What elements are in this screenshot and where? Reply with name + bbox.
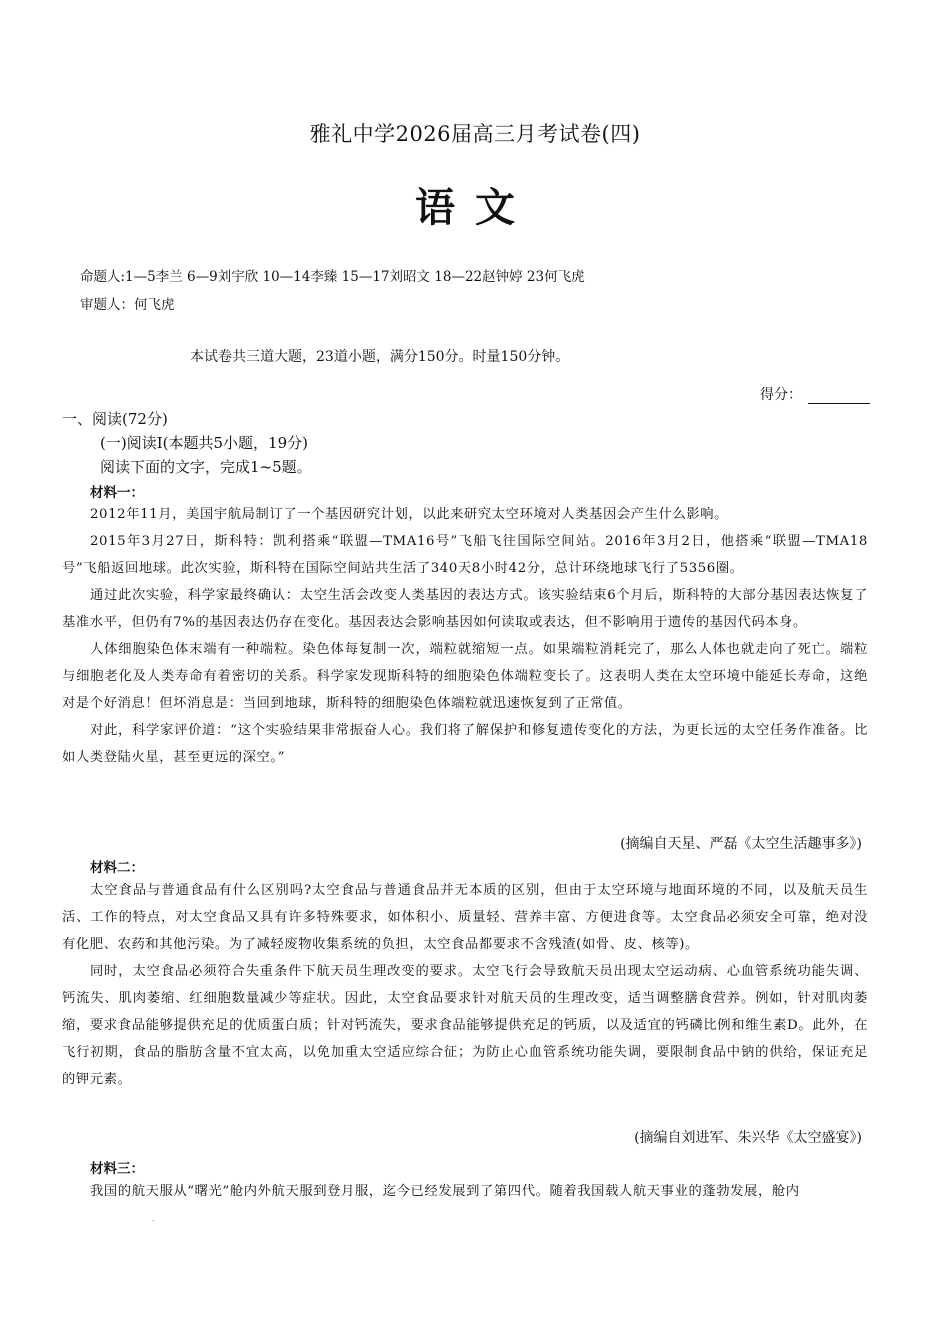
scan-dot: . — [152, 1214, 155, 1223]
material-3-label: 材料三： — [90, 1161, 144, 1177]
reviewer-line: 审题人：何飞虎 — [80, 297, 175, 313]
material-1-body — [62, 501, 868, 771]
paragraph: 我国的航天服从“曙光”舱内外航天服到登月服，迄今已经发展到了第四代。随着我国载人航天事业的蓬勃发展，舱内 — [90, 1184, 800, 1199]
material-1-label: 材料一： — [90, 485, 144, 501]
paragraph: 太空食品与普通食品有什么区别吗?太空食品与普通食品并无本质的区别，但由于太空环境与地面环境的不同，以及航天员生活、工作的特点，对太空食品又具有许多特殊要求，如体积小、质量轻、营养丰富、方便进食等。太空食品必须安全可靠，绝对没有化肥、农药和其他污染。为了减轻废物收集系统的负担，太空食品都要求不含残渣(如骨、皮、核等)。 — [62, 883, 868, 952]
score-field[interactable] — [760, 384, 870, 404]
reading-instruction: 阅读下面的文字，完成1~5题。 — [100, 458, 312, 476]
score-blank[interactable] — [808, 389, 870, 404]
paragraph: 同时，太空食品必须符合失重条件下航天员生理改变的要求。太空飞行会导致航天员出现太空运动病、心血管系统功能失调、钙流失、肌肉萎缩、红细胞数量减少等症状。因此，太空食品要求针对航天员的生理改变，适当调整膳食营养。例如，针对肌肉萎缩，要求食品能够提供充足的优质蛋白质；针对钙流失，要求食品能够提供充足的钙质，以及适宜的钙磷比例和维生素D。此外，在飞行初期，食品的脂肪含量不宜太高，以免加重太空适应综合征；为防止心血管系统功能失调，要限制食品中钠的供给，保证充足的钾元素。 — [62, 964, 868, 1087]
paragraph: 对此，科学家评价道：“这个实验结果非常振奋人心。我们将了解保护和修复遗传变化的方法，为更长远的太空任务作准备。比如人类登陆火星，甚至更远的深空。” — [62, 723, 868, 765]
material-2-label: 材料二： — [90, 860, 144, 876]
section-heading: 一、阅读(72分) — [62, 410, 168, 428]
paragraph: 通过此次实验，科学家最终确认：太空生活会改变人类基因的表达方式。该实验结束6个月后，斯科特的大部分基因表达恢复了基准水平，但仍有7%的基因表达仍存在变化。基因表达会影响基因如何读取或表达，但不影响用于遗传的基因代码本身。 — [62, 588, 868, 630]
material-3-body — [62, 1178, 868, 1205]
sub-section-heading: (一)阅读Ⅰ(本题共5小题，19分) — [100, 434, 308, 452]
score-label: 得分： — [760, 387, 802, 403]
exam-title: 雅礼中学2026届高三月考试卷(四) — [309, 122, 641, 146]
material-2-source: (摘编自刘进军、朱兴华《太空盛宴》) — [634, 1130, 862, 1146]
authors-line: 命题人:1—5李兰 6—9刘宇欣 10—14李臻 15—17刘昭文 18—22赵钟婷 23何飞虎 — [80, 269, 585, 285]
exam-intro: 本试卷共三道大题，23道小题，满分150分。时量150分钟。 — [190, 349, 570, 365]
material-1-source: (摘编自天星、严磊《太空生活趣事多》) — [620, 836, 862, 852]
paragraph: 2012年11月，美国宇航局制订了一个基因研究计划，以此来研究太空环境对人类基因会产生什么影响。 — [90, 507, 729, 522]
paragraph: 人体细胞染色体末端有一种端粒。染色体每复制一次，端粒就缩短一点。如果端粒消耗完了，那么人体也就走向了死亡。端粒与细胞老化及人类寿命有着密切的关系。科学家发现斯科特的细胞染色体端粒变长了。这表明人类在太空环境中能延长寿命，这绝对是个好消息！但坏消息是：当回到地球，斯科特的细胞染色体端粒就迅速恢复到了正常值。 — [62, 642, 868, 711]
subject-title: 语文 — [415, 184, 535, 231]
material-2-body — [62, 877, 868, 1093]
paragraph: 2015年3月27日，斯科特：凯利搭乘“联盟—TMA16号”飞船飞往国际空间站。2016年3月2日，他搭乘“联盟—TMA18号”飞船返回地球。此次实验，斯科特在国际空间站共生活了340天8小时42分，总计环绕地球飞行了5356圈。 — [62, 534, 868, 576]
